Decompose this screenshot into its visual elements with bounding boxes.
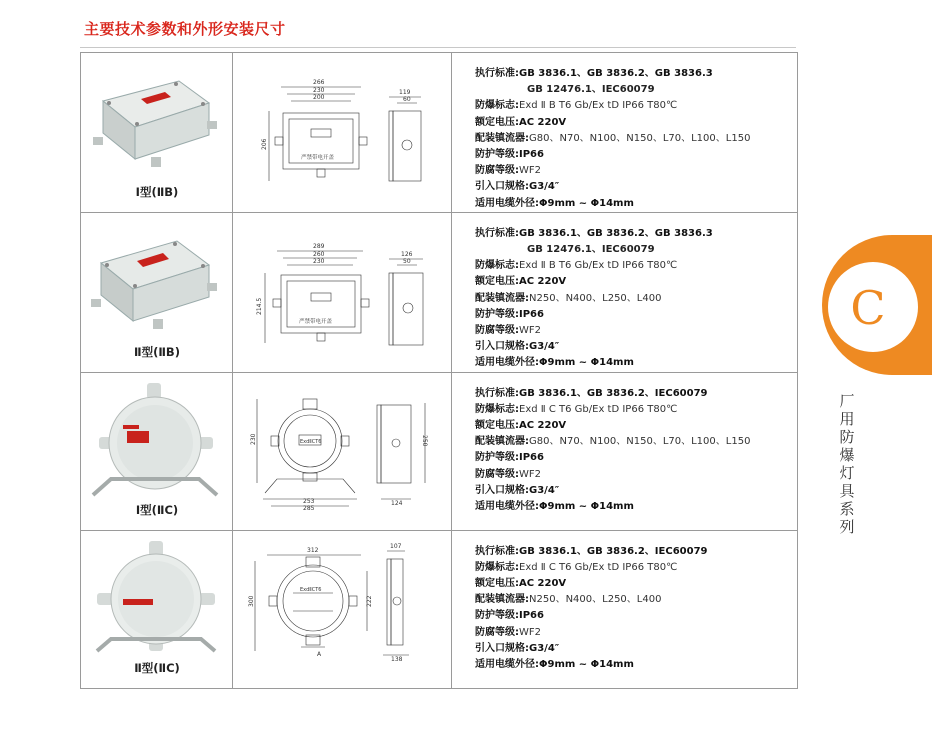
- svg-text:206: 206: [261, 138, 268, 150]
- svg-text:250: 250: [421, 434, 428, 447]
- product-photo-cell: [81, 212, 233, 372]
- params-cell: 执行标准:GB 3836.1、GB 3836.2、IEC60079 防爆标志:Exd Ⅱ C T6 Gb/Ex tD IP66 T80℃ 额定电压:AC 220V 配装镇流器:G80、N70、N100、N150、L70、L100、L150 防护等级:IP66 防腐等级:WF2 引入口规格:G3/4″ 适用电缆外径:Φ9mm ~ Φ14mm: [452, 372, 798, 530]
- svg-text:312: 312: [307, 546, 319, 554]
- svg-text:230: 230: [313, 257, 325, 265]
- svg-text:126: 126: [401, 250, 413, 258]
- table-row: [81, 372, 798, 530]
- svg-text:138: 138: [391, 655, 403, 663]
- box-warning-text: 严禁带电开盖: [301, 155, 335, 161]
- params-cell: 执行标准:GB 3836.1、GB 3836.2、IEC60079 防爆标志:Exd Ⅱ C T6 Gb/Ex tD IP66 T80℃ 额定电压:AC 220V 配装镇流器:N250、N400、L250、L400 防护等级:IP66 防腐等级:WF2 引入口规格:G3/4″ 适用电缆外径:Φ9mm ~ Φ14mm: [452, 530, 798, 688]
- svg-text:214.5: 214.5: [256, 297, 263, 315]
- svg-text:60: 60: [403, 96, 411, 103]
- drawing-cell: [233, 530, 452, 688]
- svg-text:200: 200: [313, 94, 325, 101]
- svg-text:124: 124: [391, 499, 403, 507]
- product-photo-cell: [81, 530, 233, 688]
- dimension-drawing: [233, 531, 452, 688]
- dimension-drawing: [233, 373, 452, 530]
- table-row: [81, 530, 798, 688]
- model-label: Ⅱ型(ⅡB): [134, 344, 180, 359]
- svg-text:222: 222: [366, 595, 373, 607]
- svg-text:260: 260: [313, 250, 325, 258]
- box-warning-text: 严禁带电开盖: [299, 318, 333, 325]
- params-cell: 执行标准:GB 3836.1、GB 3836.2、GB 3836.3 GB 12476.1、IEC60079 防爆标志:Exd Ⅱ B T6 Gb/Ex tD IP66 T80℃ 额定电压:AC 220V 配装镇流器:G80、N70、N100、N150、L70、L100、L150 防护等级:IP66 防腐等级:WF2 引入口规格:G3/4″ 适用电缆外径:Φ9mm ~ Φ14mm: [452, 53, 798, 213]
- svg-text:107: 107: [390, 542, 402, 550]
- box-label-text: ExdⅡCT6: [300, 586, 322, 593]
- dimension-drawing: [233, 53, 452, 209]
- section-letter: C: [850, 281, 886, 335]
- drawing-cell: [233, 372, 452, 530]
- drawing-cell: [233, 53, 452, 213]
- svg-text:253: 253: [303, 497, 315, 505]
- svg-text:A: A: [317, 650, 322, 658]
- table-row: [81, 212, 798, 372]
- svg-text:230: 230: [250, 433, 257, 445]
- svg-text:230: 230: [313, 87, 325, 94]
- section-title-vertical: 厂用防爆灯具系列: [839, 392, 855, 536]
- box-label-text: ExdⅡCT6: [300, 438, 322, 445]
- drawing-cell: [233, 212, 452, 372]
- params-cell: 执行标准:GB 3836.1、GB 3836.2、GB 3836.3 GB 12476.1、IEC60079 防爆标志:Exd Ⅱ B T6 Gb/Ex tD IP66 T80℃ 额定电压:AC 220V 配装镇流器:N250、N400、L250、L400 防护等级:IP66 防腐等级:WF2 引入口规格:G3/4″ 适用电缆外径:Φ9mm ~ Φ14mm: [452, 212, 798, 372]
- svg-text:266: 266: [313, 79, 325, 86]
- svg-text:289: 289: [313, 242, 325, 250]
- title-underline: [80, 47, 796, 48]
- product-photo: [91, 61, 221, 176]
- table-row: [81, 53, 798, 213]
- model-label: Ⅰ型(ⅡB): [135, 184, 179, 199]
- model-label: Ⅱ型(ⅡC): [134, 660, 180, 675]
- product-photo-cell: [81, 372, 233, 530]
- svg-text:119: 119: [399, 89, 411, 96]
- dimension-drawing: [233, 213, 452, 371]
- product-photo: [91, 381, 221, 496]
- page-title: 主要技术参数和外形安装尺寸: [84, 20, 286, 38]
- spec-table: [80, 52, 798, 689]
- svg-text:50: 50: [403, 257, 411, 265]
- svg-text:300: 300: [248, 595, 255, 607]
- svg-text:285: 285: [303, 504, 315, 512]
- model-label: Ⅰ型(ⅡC): [135, 502, 179, 517]
- product-photo: [91, 221, 221, 336]
- product-photo: [91, 539, 221, 654]
- product-photo-cell: [81, 53, 233, 213]
